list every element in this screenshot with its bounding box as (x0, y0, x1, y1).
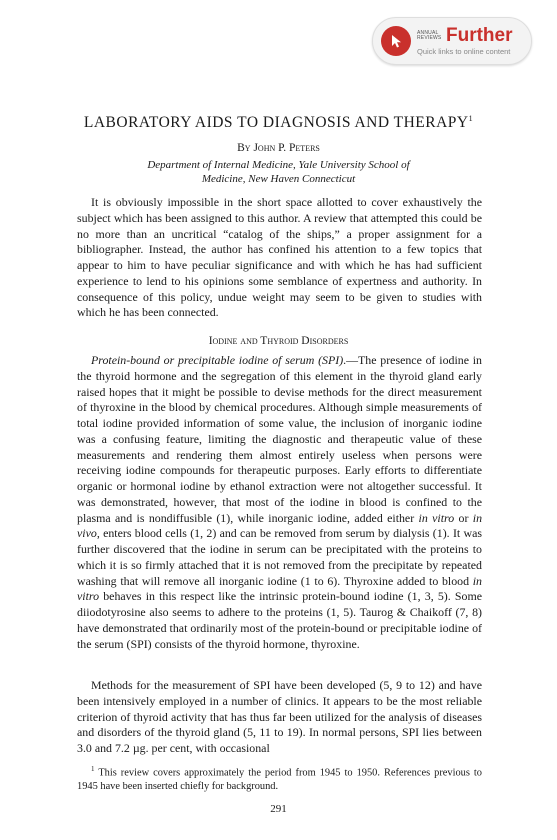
affiliation (0, 158, 557, 186)
footnote-text: This review covers approximately the period from 1945 to 1950. References previous to 1945 have been inserted chiefly for background. (77, 767, 482, 793)
footnote (77, 762, 482, 794)
footnote-marker: 1 (91, 765, 95, 773)
section-heading: Iodine and Thyroid Disorders (208, 335, 349, 347)
page-number: 291 (270, 803, 287, 815)
affiliation-line-1: Department of Internal Medicine, Yale University School of (147, 159, 410, 171)
spi-text-part-1: .—The presence of iodine in the thyroid hormone and the segregation of this element in the thyroid gland early raised hopes that it might be possible to devise methods for the direct measurement of thyroxine in the blood by chemical procedures. Although simple measurements of total iodine provided information of some value, the inclusion of inorganic iodine was a confusing feature, limiting the diagnostic and therapeutic value of these measurements and rendering them almost entirely useless when persons were receiving iodine compounds for therapeutic purposes. Early efforts to differentiate organic or hormonal iodine by ethanol extraction were not altogether successful. It was demonstrated, however, that most of the iodine in blood is confined to the plasma and is nondiffusible (1), while inorganic iodine, added either (77, 353, 482, 525)
byline (0, 141, 557, 155)
methods-paragraph: Methods for the measurement of SPI have been developed (5, 9 to 12) and have been intensively employed in a number of clinics. It appears to be the most reliable criterion of thyroid activity that has thus far been utilized for the analysis of diseases and disorders of the thyroid gland (5, 11 to 19). In normal persons, SPI lies between 3.0 and 7.2 µg. per cent, with occasional (77, 678, 482, 755)
badge-text-group (417, 26, 513, 56)
intro-paragraph: It is obviously impossible in the short space allotted to cover exhaustively the subject which has been assigned to this author. A review that attempted this could be no more than an uncritical “catalog of the ships,” a proper assignment for a bibliographer. Instead, the author has confined his attention to a few topics that appear to him to have peculiar significance and with which he has had sufficient experience to lend to his opinions some semblance of expertness and authority. In consequence of this policy, undue weight may seem to be given to studies with which he has been connected. (77, 195, 482, 320)
author-name: John P. Peters (253, 142, 320, 154)
in-vitro-term-1: in vitro (418, 510, 455, 525)
annual-reviews-label: ANNUAL REVIEWS (417, 29, 442, 41)
spi-text-part-3: behaves in this respect like the intrinsic protein-bound iodine (1, 3, 5). Some diiodotyrosine also seems to adhere to the proteins (1, 5). Taurog & Chaikoff (7, 8) have demonstrated that ordinarily most of the protein-bound or precipitable iodine of the serum (SPI) consists of the thyroid hormone, thyroxine. (77, 589, 482, 651)
quick-links-label: Quick links to online content (417, 47, 511, 56)
cursor-click-icon (381, 26, 411, 56)
spi-text-part-2: , enters blood cells (1, 2) and can be removed from serum by dialysis (1). It was further discovered that the iodine in serum can be precipitated with the proteins to which it is so firmly attached that it is not removed from the precipitate by repeated washing that will remove all inorganic iodine (1 to 6). Thyroxine added to blood (77, 526, 482, 588)
article-title (0, 110, 557, 132)
spi-run-in-heading: Protein-bound or precipitable iodine of serum (SPI) (91, 353, 344, 367)
further-badge[interactable] (372, 17, 532, 65)
further-label: Further (446, 25, 513, 46)
spi-paragraph (77, 353, 482, 652)
in-vitro-term-2: in vitro (77, 573, 482, 604)
in-vivo-term: in vivo (77, 510, 483, 541)
or-connector: or (454, 510, 473, 525)
title-footnote-marker: 1 (468, 114, 474, 123)
article-title-text: LABORATORY AIDS TO DIAGNOSIS AND THERAPY (83, 114, 469, 132)
affiliation-line-2: Medicine, New Haven Connecticut (201, 173, 356, 185)
byline-prefix: By (237, 142, 251, 154)
